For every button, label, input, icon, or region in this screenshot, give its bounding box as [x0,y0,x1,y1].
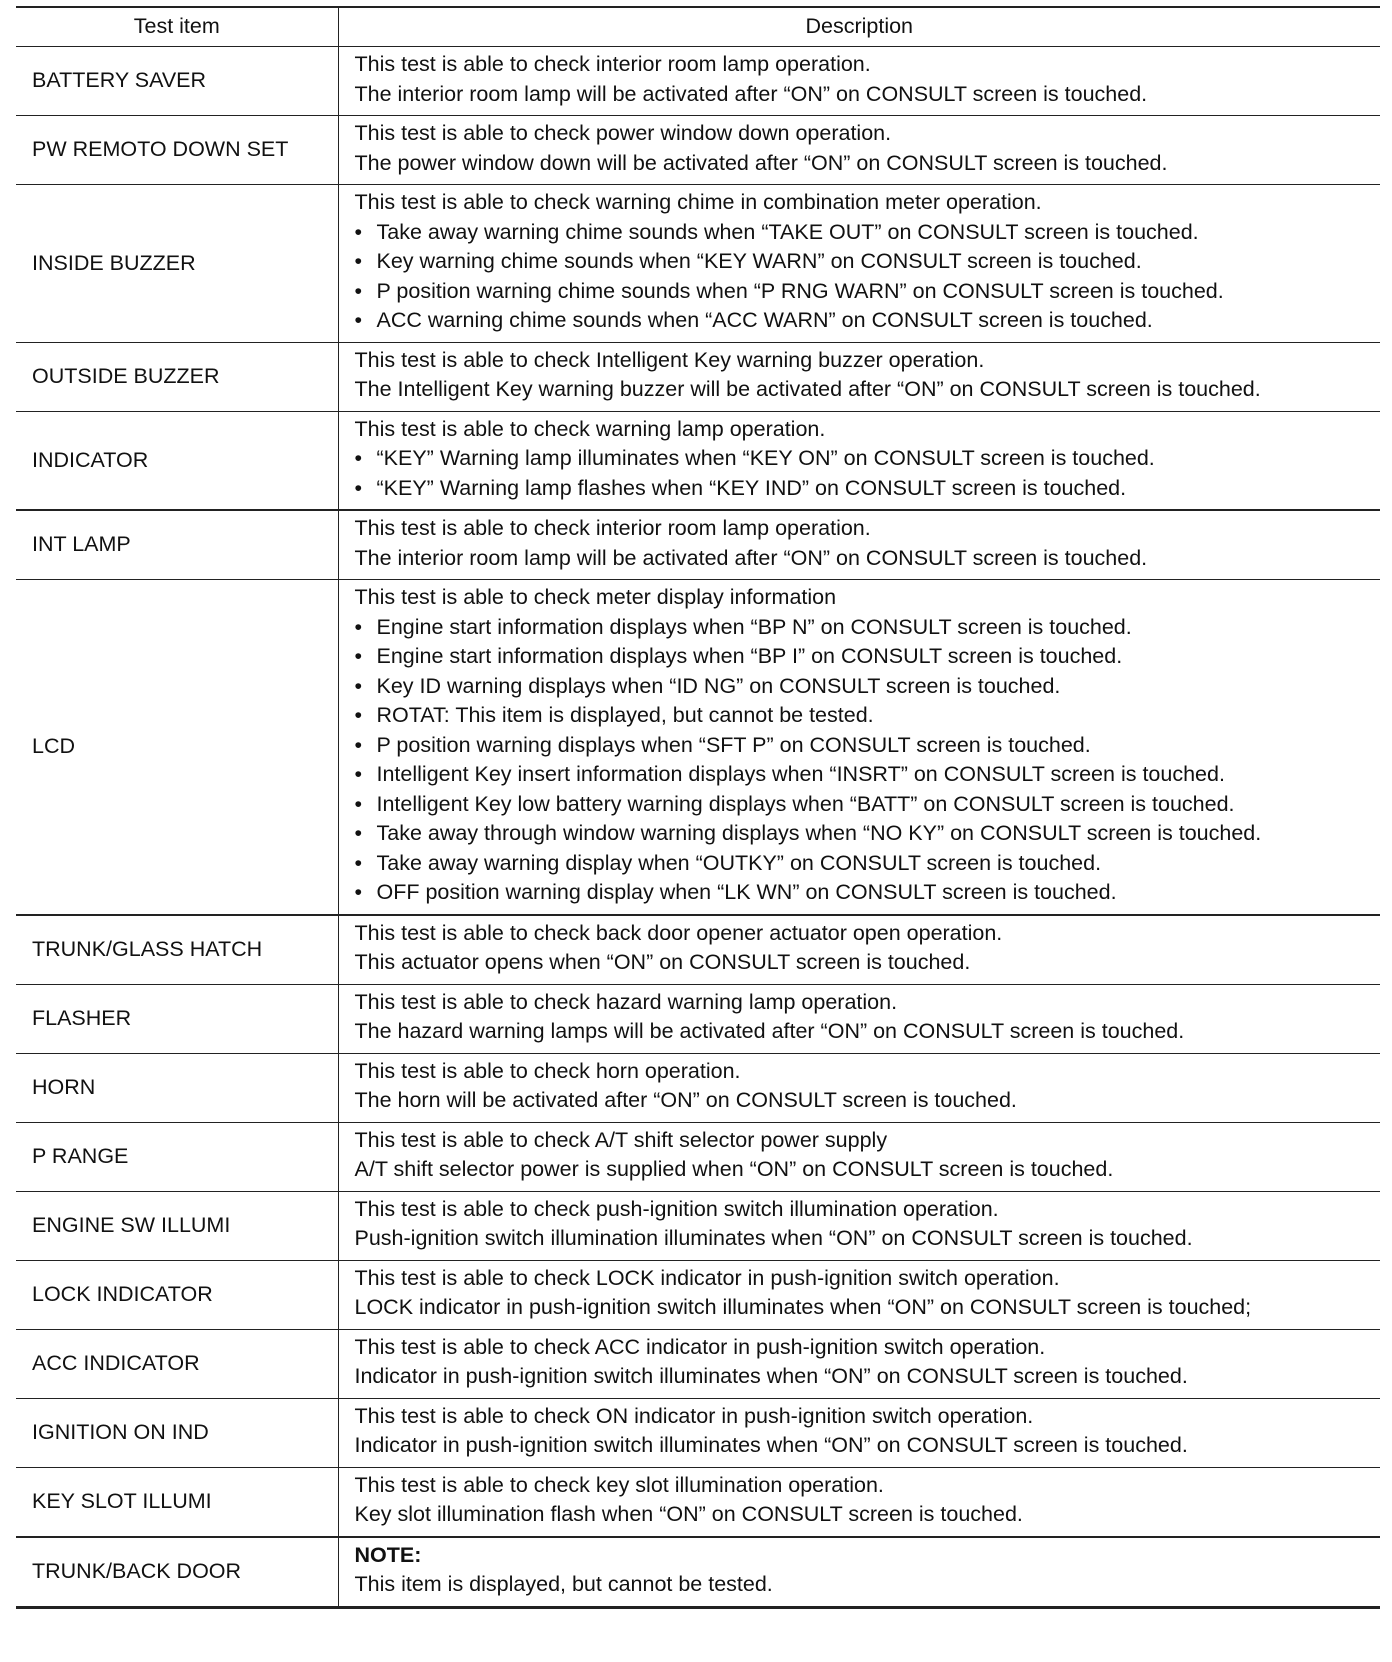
description-cell [338,1467,1380,1537]
description-line: The interior room lamp will be activated after “ON” on CONSULT screen is touched. [354,545,1148,570]
description-cell [338,1329,1380,1398]
bullet-line: • ROTAT: This item is displayed, but cannot be tested. [355,701,1373,731]
bullet-line: • “KEY” Warning lamp illuminates when “KEY ON” on CONSULT screen is touched. [355,444,1373,474]
table-body [16,47,1380,1608]
description-line: Indicator in push-ignition switch illuminates when “ON” on CONSULT screen is touched. [354,1433,1188,1457]
table-row [16,411,1380,510]
test-item-cell: PW REMOTO DOWN SET [16,116,338,185]
test-item-cell: BATTERY SAVER [16,47,338,116]
description-line: The horn will be activated after “ON” on CONSULT screen is touched. [354,1088,1017,1112]
test-item-cell: LOCK INDICATOR [16,1260,338,1329]
description-cell [338,580,1380,915]
description-cell [338,1537,1380,1608]
description-line: LOCK indicator in push-ignition switch illuminates when “ON” on CONSULT screen is touched; [354,1295,1252,1319]
test-item-cell: P RANGE [16,1122,338,1191]
table-row [16,1053,1380,1122]
table-row [16,580,1380,915]
test-item-cell: INT LAMP [16,510,338,580]
description-line: This test is able to check Intelligent Key warning buzzer operation. [354,347,985,372]
bullet-line: • ACC warning chime sounds when “ACC WARN” on CONSULT screen is touched. [355,306,1373,336]
description-cell [338,342,1380,411]
description-line: This test is able to check key slot illumination operation. [354,1472,884,1497]
table-row [16,185,1380,343]
note-label: NOTE: [354,1542,422,1567]
description-line: The interior room lamp will be activated after “ON” on CONSULT screen is touched. [354,81,1148,106]
table-row [16,1467,1380,1537]
test-item-cell: INDICATOR [16,411,338,510]
description-cell [338,1122,1380,1191]
table-row [16,1398,1380,1467]
bullet-line: • “KEY” Warning lamp flashes when “KEY IND” on CONSULT screen is touched. [355,474,1373,504]
bullet-line: • P position warning chime sounds when “P RNG WARN” on CONSULT screen is touched. [355,277,1373,307]
test-item-cell: TRUNK/GLASS HATCH [16,915,338,985]
description-line: This actuator opens when “ON” on CONSULT screen is touched. [354,950,971,974]
bullet-line: • OFF position warning display when “LK WN” on CONSULT screen is touched. [355,878,1373,908]
test-item-cell: FLASHER [16,984,338,1053]
description-cell [338,1053,1380,1122]
description-line: This test is able to check ACC indicator in push-ignition switch operation. [354,1334,1046,1359]
bullet-line: • Intelligent Key insert information displays when “INSRT” on CONSULT screen is touched. [355,760,1373,790]
bullet-line: • Intelligent Key low battery warning displays when “BATT” on CONSULT screen is touched. [355,790,1373,820]
description-line: This test is able to check warning lamp operation. [354,416,826,441]
header-description: Description [338,7,1380,47]
description-line: This test is able to check interior room lamp operation. [354,52,871,76]
description-line: This test is able to check hazard warning lamp operation. [354,989,898,1014]
test-item-cell: OUTSIDE BUZZER [16,342,338,411]
table-row [16,984,1380,1053]
description-cell [338,185,1380,343]
description-line: This test is able to check ON indicator in push-ignition switch operation. [354,1403,1034,1428]
table-row [16,1260,1380,1329]
test-item-table [16,6,1380,1609]
description-line: This test is able to check warning chime in combination meter operation. [354,190,1042,214]
description-line: The power window down will be activated after “ON” on CONSULT screen is touched. [354,150,1168,175]
description-line: This test is able to check A/T shift selector power supply [354,1127,888,1152]
description-cell [338,1260,1380,1329]
description-line: A/T shift selector power is supplied when “ON” on CONSULT screen is touched. [354,1157,1114,1181]
bullet-line: • Take away warning chime sounds when “TAKE OUT” on CONSULT screen is touched. [355,218,1373,248]
description-line: This test is able to check interior room lamp operation. [354,516,871,540]
description-line: This test is able to check horn operation. [354,1058,741,1083]
bullet-line: • Engine start information displays when “BP N” on CONSULT screen is touched. [355,613,1373,643]
table-row [16,1122,1380,1191]
table-header-row [16,7,1380,47]
description-line: The Intelligent Key warning buzzer will be activated after “ON” on CONSULT screen is touched. [354,377,1261,401]
description-cell [338,411,1380,510]
description-cell [338,116,1380,185]
table-row [16,116,1380,185]
test-item-cell: INSIDE BUZZER [16,185,338,343]
header-test-item: Test item [16,7,338,47]
description-cell [338,47,1380,116]
test-item-cell: LCD [16,580,338,915]
table-row [16,1191,1380,1260]
bullet-line: • Take away warning display when “OUTKY” on CONSULT screen is touched. [355,849,1373,879]
test-item-cell: ACC INDICATOR [16,1329,338,1398]
description-line: This test is able to check power window down operation. [354,121,892,145]
test-item-cell: IGNITION ON IND [16,1398,338,1467]
table-row [16,342,1380,411]
description-line: Key slot illumination flash when “ON” on CONSULT screen is touched. [354,1502,1023,1526]
test-item-cell: TRUNK/BACK DOOR [16,1537,338,1608]
description-cell [338,510,1380,580]
description-cell [338,1398,1380,1467]
description-line: Push-ignition switch illumination illuminates when “ON” on CONSULT screen is touched. [354,1226,1193,1250]
test-item-cell: HORN [16,1053,338,1122]
description-cell [338,984,1380,1053]
bullet-line: • Key ID warning displays when “ID NG” on CONSULT screen is touched. [355,672,1373,702]
test-item-cell: KEY SLOT ILLUMI [16,1467,338,1537]
table-row [16,1329,1380,1398]
table-row [16,510,1380,580]
description-line: Indicator in push-ignition switch illuminates when “ON” on CONSULT screen is touched. [354,1364,1188,1388]
bullet-line: • P position warning displays when “SFT P” on CONSULT screen is touched. [355,731,1373,761]
description-line: This test is able to check back door opener actuator open operation. [354,920,1003,945]
table-row [16,1537,1380,1608]
description-line: This test is able to check meter display information [354,585,837,609]
table-row [16,915,1380,985]
table-row [16,47,1380,116]
description-line: This test is able to check push-ignition switch illumination operation. [354,1196,999,1221]
description-cell [338,915,1380,985]
description-line: This item is displayed, but cannot be tested. [354,1572,773,1596]
bullet-line: • Take away through window warning displays when “NO KY” on CONSULT screen is touched. [355,819,1373,849]
description-line: This test is able to check LOCK indicator in push-ignition switch operation. [354,1265,1060,1290]
test-item-cell: ENGINE SW ILLUMI [16,1191,338,1260]
description-cell [338,1191,1380,1260]
bullet-line: • Engine start information displays when “BP I” on CONSULT screen is touched. [355,642,1373,672]
bullet-line: • Key warning chime sounds when “KEY WARN” on CONSULT screen is touched. [355,247,1373,277]
description-line: The hazard warning lamps will be activated after “ON” on CONSULT screen is touched. [354,1019,1185,1043]
